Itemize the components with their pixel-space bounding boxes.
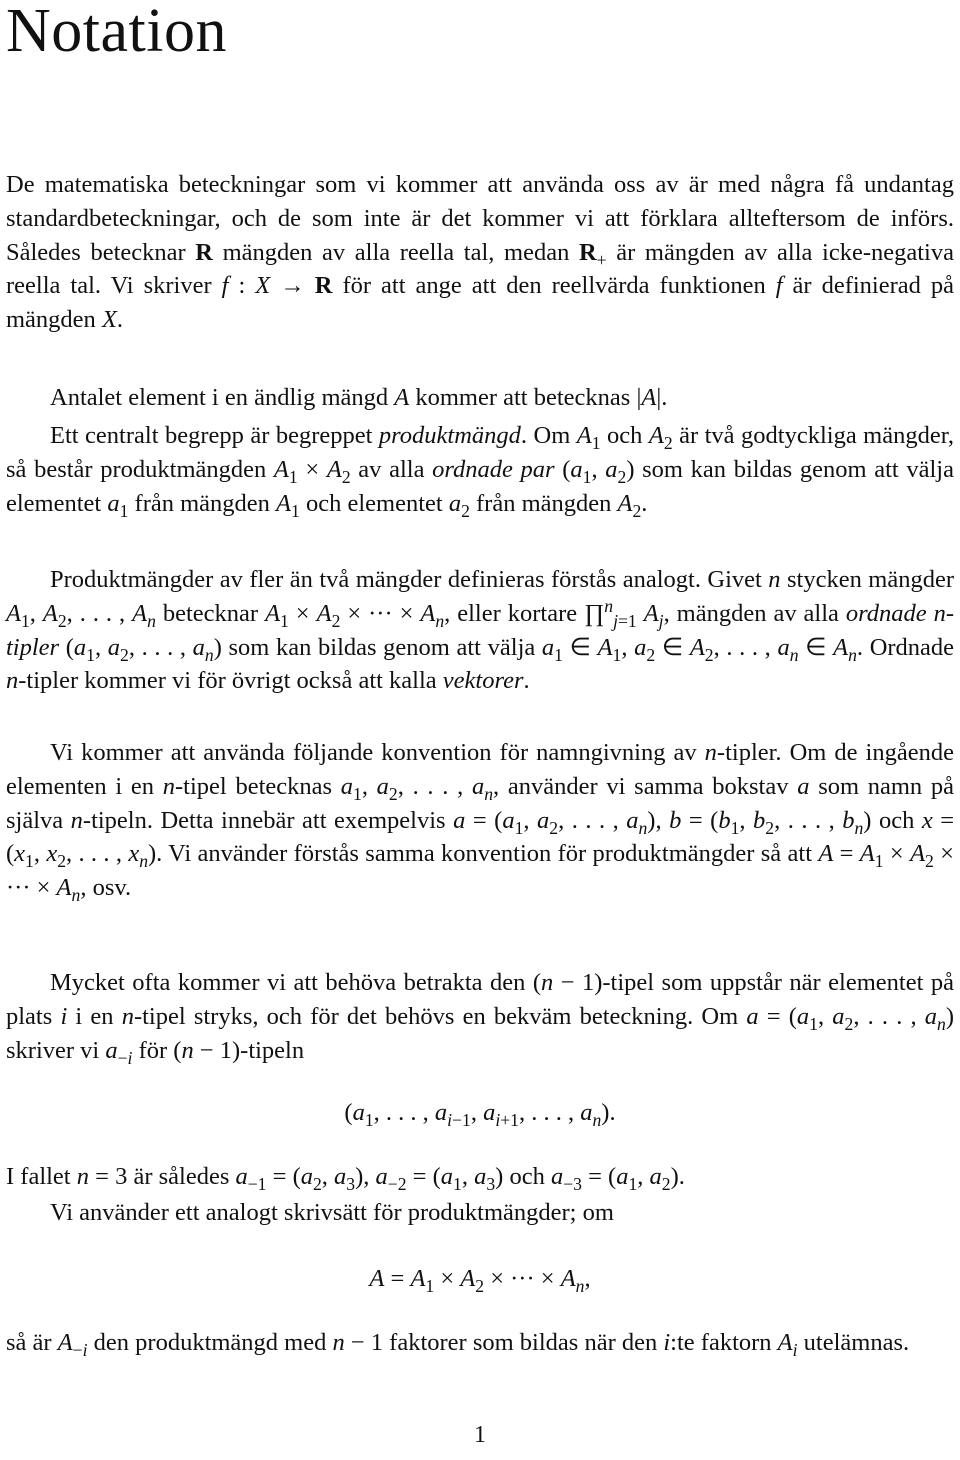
paragraph-example-n3: I fallet n = 3 är således $a_{-1} = (a_2$, $a_3$), $a_{-2} = (a_1$, $a_3$) och $a_{-3} = (a_1$, $a_2$). [6,1163,685,1194]
paragraph-cardinality: Antalet element i en ändlig mängd A kommer att betecknas |A|. [50,384,668,411]
paragraph-naming-convention: Vi kommer att använda följande konvention för namngivning av n-tipler. Om de ingående elementen i en n-tipel betecknas $a_1$, $a_2$, . . . , $a_n$, använder vi samma bokstav a som namn på själva n-tipeln. Detta innebär att exempelvis $a = (a_1$, $a_2$, . . . , $a_n$), $b = (b_1$, $b_2$, . . . , $b_n$) och $x = (x_1$, $x_2$, . . . , $x_n$). Vi använder förstås samma konvention för produktmängder så att $A = A_1 \times A_2$ × ··· × $A_n$, osv. [6,739,955,906]
paragraph-intro: De matematiska beteckningar som vi kommer att använda oss av är med några få undantag standardbeteckningar, och de som inte är det kommer vi att förklara allteftersom de införs. Således betecknar R mängden av alla reella tal, medan $R_+$ är mängden av alla icke-negativa reella tal. Vi skriver f : X → R för att ange att den reellvärda funktionen f är definierad på mängden X. [6,171,954,334]
display-formula-tuple: ($a_1$, . . . , $a_{i-1}$, $a_{i+1}$, . . . , $a_n$). [344,1099,616,1130]
page-title: Notation [6,0,227,65]
paragraph-conclusion: så är $A_{-i}$ den produktmängd med n − 1 faktorer som bildas när den i:te faktorn $A_i$ utelämnas. [6,1329,910,1360]
page-number: 1 [474,1422,486,1448]
paragraph-product-set: Ett centralt begrepp är begreppet produktmängd. Om $A_1$ och $A_2$ är två godtyckliga mängder, så består produktmängden $A_1 \times A_2$ av alla ordnade par ($a_1$, $a_2$) som kan bildas genom att välja elementet $a_1$ från mängden $A_1$ och elementet $a_2$ från mängden $A_2$. [6,422,955,521]
paragraph-n-tuples: Produktmängder av fler än två mängder definieras förstås analogt. Givet n stycken mängder $A_1$, $A_2$, . . . , $A_n$ betecknar $A_1 \times A_2$ × ··· × $A_n$, eller kortare ∏$^n_{j=1}$ $A_j$, mängden av alla ordnade n-tipler ($a_1$, $a_2$, . . . , $a_n$) som kan bildas genom att välja $a_1$ ∈ $A_1$, $a_2$ ∈ $A_2$, . . . , $a_n$ ∈ $A_n$. Ordnade n-tipler kommer vi för övrigt också att kalla vektorer. [6,566,955,695]
paragraph-removed-element: Mycket ofta kommer vi att behöva betrakta den (n − 1)-tipel som uppstår när elementet på plats i i en n-tipel stryks, och för det behövs en bekväm beteckning. Om $a = (a_1$, $a_2$, . . . , $a_n$) skriver vi $a_{-i}$ för (n − 1)-tipeln [6,969,955,1068]
paragraph-analog-notation: Vi använder ett analogt skrivsätt för produktmängder; om [50,1199,614,1226]
display-formula-product: $A = A_1 \times A_2$ × ··· × $A_n$, [369,1265,591,1296]
